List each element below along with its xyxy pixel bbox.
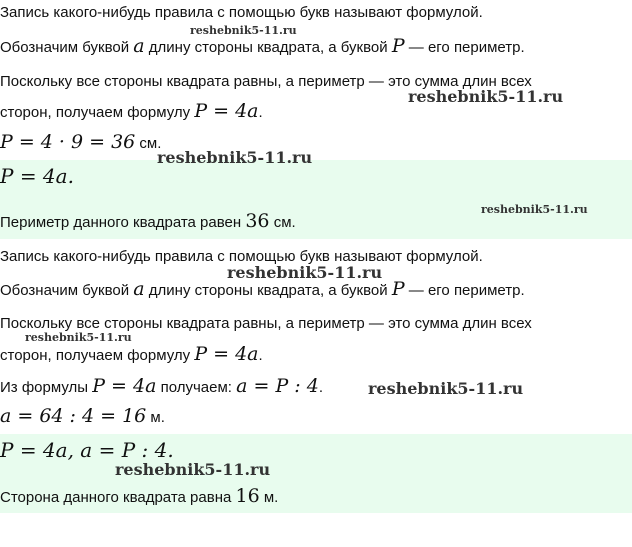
task2-notation-line: Обозначим буквой a длину стороны квадрата, а буквой P — его периметр.: [0, 278, 525, 300]
task1-formula-line: сторон, получаем формулу P = 4a.: [0, 100, 263, 122]
watermark: reshebnik5-11.ru: [190, 24, 297, 37]
task2-derive-line: Из формулы P = 4a получаем: a = P : 4.: [0, 375, 323, 397]
watermark: reshebnik5-11.ru: [408, 87, 564, 106]
watermark: reshebnik5-11.ru: [115, 460, 271, 479]
watermark: reshebnik5-11.ru: [25, 331, 132, 344]
task1-calc-line: P = 4 · 9 = 36 см.: [0, 131, 162, 153]
watermark: reshebnik5-11.ru: [227, 263, 383, 282]
task2-formula-line: сторон, получаем формулу P = 4a.: [0, 343, 263, 365]
task1-intro-line: Запись какого-нибудь правила с помощью букв называют формулой.: [0, 4, 483, 21]
task1-answer-formula: P = 4a.: [0, 164, 74, 188]
task2-answer-text: Сторона данного квадрата равна 16 м.: [0, 485, 279, 507]
task1-notation-line: Обозначим буквой a длину стороны квадрата, а буквой P — его периметр.: [0, 35, 525, 57]
task1-reason-line: Поскольку все стороны квадрата равны, а периметр — это сумма длин всех: [0, 73, 532, 90]
watermark: reshebnik5-11.ru: [481, 203, 588, 216]
task2-answer-formula: P = 4a, a = P : 4.: [0, 438, 174, 462]
watermark: reshebnik5-11.ru: [368, 379, 524, 398]
task2-intro-line: Запись какого-нибудь правила с помощью букв называют формулой.: [0, 248, 483, 265]
task2-calc-line: a = 64 : 4 = 16 м.: [0, 405, 165, 427]
task1-answer-text: Периметр данного квадрата равен 36 см.: [0, 210, 296, 232]
task2-reason-line: Поскольку все стороны квадрата равны, а периметр — это сумма длин всех: [0, 315, 532, 332]
watermark: reshebnik5-11.ru: [157, 148, 313, 167]
